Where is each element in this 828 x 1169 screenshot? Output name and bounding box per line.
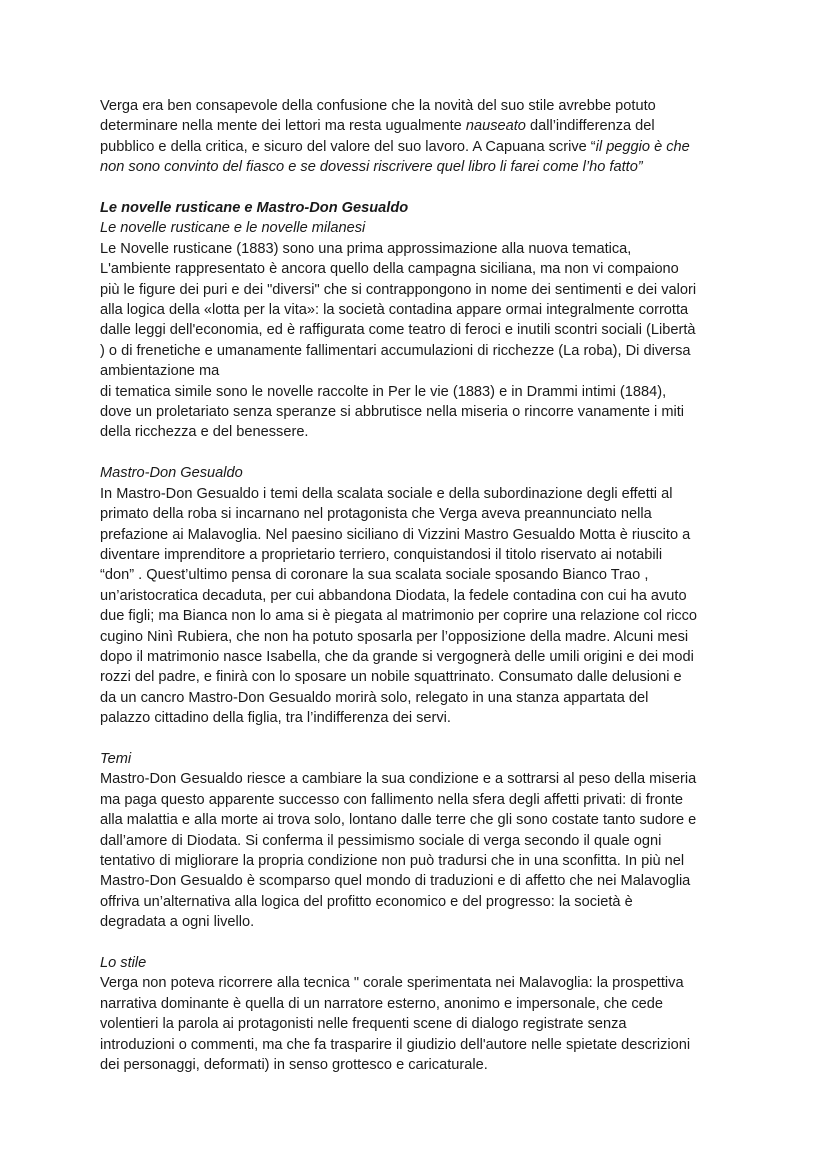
section-subheading: Le novelle rusticane e le novelle milanesi (100, 220, 366, 237)
paragraph-line: dei personaggi, deformati) in senso grottesco e caricaturale. (100, 1057, 488, 1074)
paragraph-line: dall’amore di Diodata. Si conferma il pessimismo sociale di verga secondo il quale ogni (100, 832, 662, 849)
paragraph-line: alla malattia e alla morte ai trova solo, lontano dalle terre che gli sono costate tanto sudore e (100, 812, 697, 829)
capuana-quote-start: il peggio è che (595, 138, 690, 155)
capuana-quote-end: non sono convinto del fiasco e se dovessi riscrivere quel libro li farei come l’ho fatto” (100, 159, 643, 176)
section-novelle (100, 198, 732, 443)
paragraph-line: di tematica simile sono le novelle raccolte in Per le vie (1883) e in Drammi intimi (1884), (100, 383, 667, 400)
paragraph-line: Mastro-Don Gesualdo riesce a cambiare la sua condizione e a sottrarsi al peso della miseria (100, 771, 697, 788)
paragraph-line: più le figure dei puri e dei "diversi" che si contrappongono in nome dei sentimenti e dei valori (100, 281, 697, 298)
section-subheading: Mastro-Don Gesualdo (100, 465, 243, 482)
intro-line-3: pubblico e della critica, e sicuro del valore del suo lavoro. A Capuana scrive “il peggio è che (100, 138, 690, 155)
paragraph-line: Le Novelle rusticane (1883) sono una prima approssimazione alla nuova tematica, (100, 240, 632, 257)
paragraph-line: tentativo di migliorare la propria condizione non può tradursi che in una sconfitta. In più nel (100, 852, 685, 869)
paragraph-line: L'ambiente rappresentato è ancora quello della campagna siciliana, ma non vi compaiono (100, 261, 679, 278)
paragraph-line: prefazione ai Malavoglia. Nel paesino siciliano di Vizzini Mastro Gesualdo Motta è riuscito a (100, 526, 691, 543)
paragraph-line: due figli; ma Bianca non lo ama si è piegata al matrimonio per coprire una relazione col ricco (100, 608, 698, 625)
paragraph-line: primato della roba si incarnano nel protagonista che Verga aveva preannunciato nella (100, 506, 652, 523)
nauseato-emphasis: nauseato (465, 118, 526, 135)
paragraph-line: ambientazione ma (100, 363, 220, 380)
document-page (100, 96, 732, 1075)
paragraph-line: Mastro-Don Gesualdo è scomparso quel mondo di traduzioni e di affetto che nei Malavoglia (100, 873, 691, 890)
intro-paragraph (100, 96, 732, 178)
section-heading: Le novelle rusticane e Mastro-Don Gesualdo (100, 200, 409, 217)
section-mastro-don-gesualdo (100, 463, 732, 728)
paragraph-line: introduzioni o commenti, ma che fa trasparire il giudizio dell'autore nelle spietate descrizioni (100, 1036, 691, 1053)
section-subheading: Lo stile (100, 955, 147, 971)
paragraph-line: narrativa dominante è quella di un narratore esterno, anonimo e impersonale, che cede (100, 995, 664, 1012)
paragraph-line: diventare imprenditore a proprietario terriero, conquistandosi il titolo riservato ai notabili (100, 546, 663, 563)
paragraph-line: alla logica della «lotta per la vita»: la società contadina appare ormai integralmente corrotta (100, 302, 689, 319)
paragraph-line: un’aristocratica decaduta, per cui abbandona Diodata, la fedele contadina con cui ha avuto (100, 587, 687, 604)
paragraph-line: “don” . Quest’ultimo pensa di coronare la sua scalata sociale sposando Bianco Trao , (100, 567, 649, 584)
intro-line-2: determinare nella mente dei lettori ma resta ugualmente nauseato dall’indifferenza del (100, 118, 655, 135)
paragraph-line: della ricchezza e del benessere. (100, 424, 309, 441)
section-subheading: Temi (100, 750, 132, 767)
paragraph-line: degradata a ogni livello. (100, 914, 255, 931)
paragraph-line: dalle leggi dell'economia, ed è raffigurata come teatro di feroci e inutili scontri sociali (Libertà (100, 322, 696, 339)
paragraph-line: da un cancro Mastro-Don Gesualdo morirà solo, relegato in una stanza appartata del (100, 689, 649, 706)
paragraph-line: ) o di frenetiche e umanamente fallimentari accumulazioni di ricchezze (La roba), Di diversa (100, 342, 691, 359)
paragraph-line: dove un proletariato senza speranze si abbrutisce nella miseria o rincorre vanamente i miti (100, 404, 685, 421)
paragraph-line: rozzi del padre, e finirà con lo sposare un nobile squattrinato. Consumato dalle delusioni e (100, 669, 682, 686)
paragraph-line: dopo il matrimonio nasce Isabella, che da grande si vergognerà delle umili origini e dei modi (100, 648, 694, 665)
paragraph-line: palazzo cittadino della figlia, tra l’indifferenza dei servi. (100, 710, 451, 727)
section-lo-stile (100, 953, 732, 1075)
paragraph-line: cugino Ninì Rubiera, che non ha potuto sposarla per l’opposizione della madre. Alcuni mesi (100, 628, 689, 645)
paragraph-line: offriva un’alternativa alla logica del profitto economico e del progresso: la società è (100, 893, 633, 910)
intro-line-1: Verga era ben consapevole della confusione che la novità del suo stile avrebbe potuto (100, 98, 656, 114)
section-temi (100, 749, 732, 933)
paragraph-line: Verga non poteva ricorrere alla tecnica " corale sperimentata nei Malavoglia: la prospettiva (100, 975, 684, 992)
paragraph-line: volentieri la parola ai protagonisti nelle frequenti scene di dialogo registrate senza (100, 1016, 627, 1033)
paragraph-line: In Mastro-Don Gesualdo i temi della scalata sociale e della subordinazione degli effetti al (100, 485, 673, 502)
paragraph-line: ma paga questo apparente successo con fallimento nella sfera degli affetti privati: di fronte (100, 791, 684, 808)
